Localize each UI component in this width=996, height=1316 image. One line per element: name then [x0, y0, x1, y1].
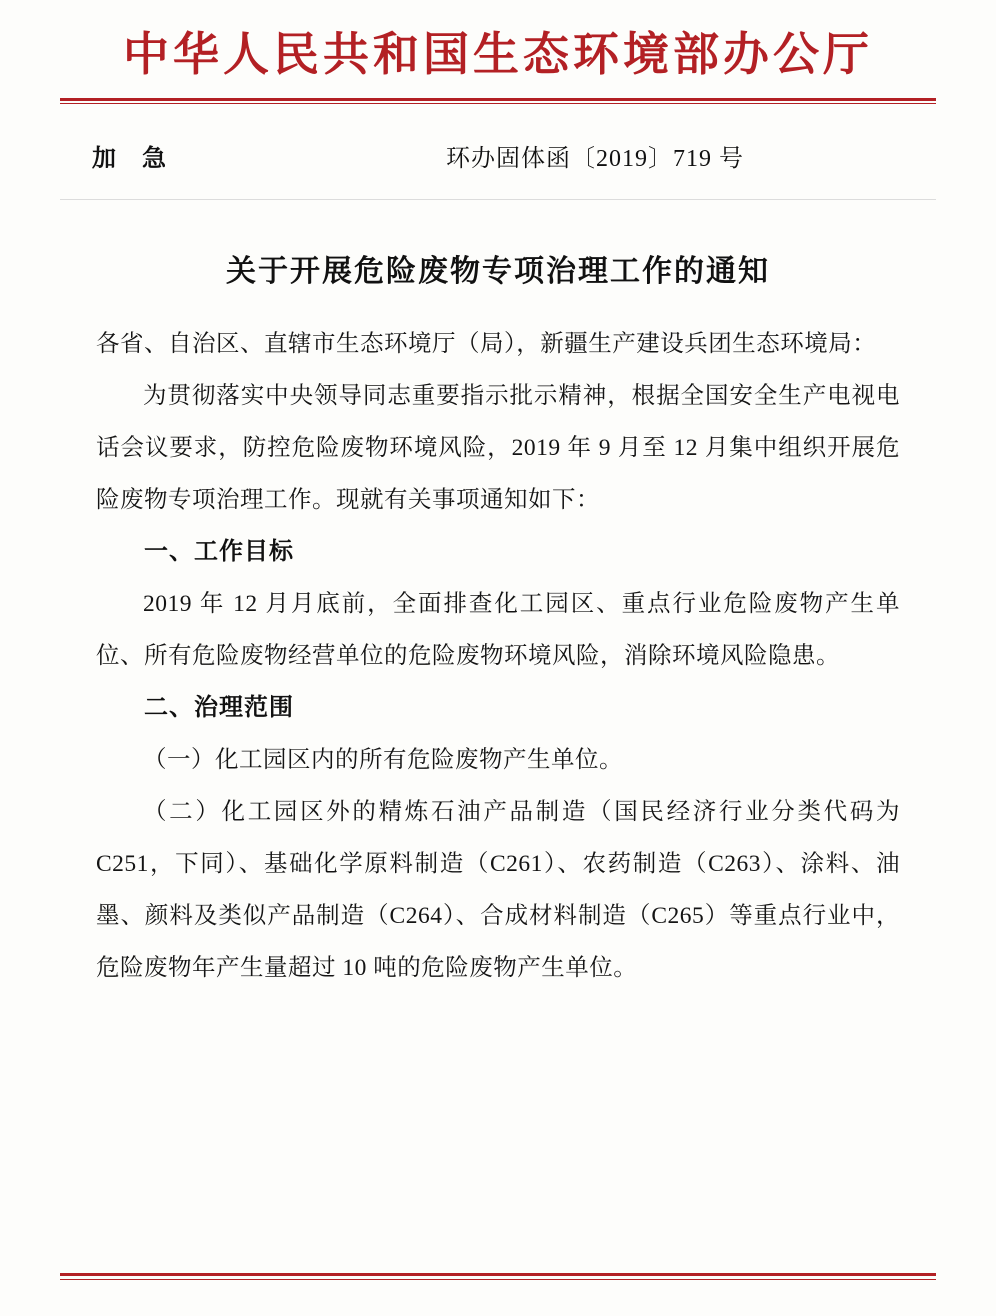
issuing-agency-title: 中华人民共和国生态环境部办公厅	[123, 29, 873, 80]
page-title: 关于开展危险废物专项治理工作的通知	[226, 254, 770, 288]
header-separator	[60, 199, 936, 200]
paragraph-section-1-body: 2019 年 12 月月底前，全面排查化工园区、重点行业危险废物产生单位、所有危险废物经营单位的危险废物环境风险，消除环境风险隐患。	[96, 590, 900, 669]
section-heading-1: 一、工作目标	[144, 538, 294, 565]
masthead	[0, 0, 996, 104]
paragraph-preamble: 为贯彻落实中央领导同志重要指示批示精神，根据全国安全生产电视电话会议要求，防控危险废物环境风险，2019 年 9 月至 12 月集中组织开展危险废物专项治理工作。现就有关事项通知如下：	[96, 382, 900, 513]
paragraph-section-2-item-1: （一）化工园区内的所有危险废物产生单位。	[143, 746, 623, 773]
document-header-row	[0, 104, 996, 173]
paragraph-section-2-item-2: （二）化工园区外的精炼石油产品制造（国民经济行业分类代码为 C251，下同）、基础化学原料制造（C261）、农药制造（C263）、涂料、油墨、颜料及类似产品制造（C264）、合成材料制造（C265）等重点行业中，危险废物年产生量超过 10 吨的危险废物产生单位。	[96, 798, 900, 981]
footer-rule-thick	[60, 1273, 936, 1276]
section-heading-2: 二、治理范围	[144, 694, 294, 721]
document-body	[0, 246, 996, 994]
document-number: 环办固体函〔2019〕719 号	[446, 145, 744, 172]
urgency-label: 加 急	[92, 145, 176, 172]
footer-rules	[60, 1273, 936, 1280]
footer-rule-thin	[60, 1279, 936, 1280]
paragraph-addressee: 各省、自治区、直辖市生态环境厅（局），新疆生产建设兵团生态环境局：	[96, 330, 877, 357]
